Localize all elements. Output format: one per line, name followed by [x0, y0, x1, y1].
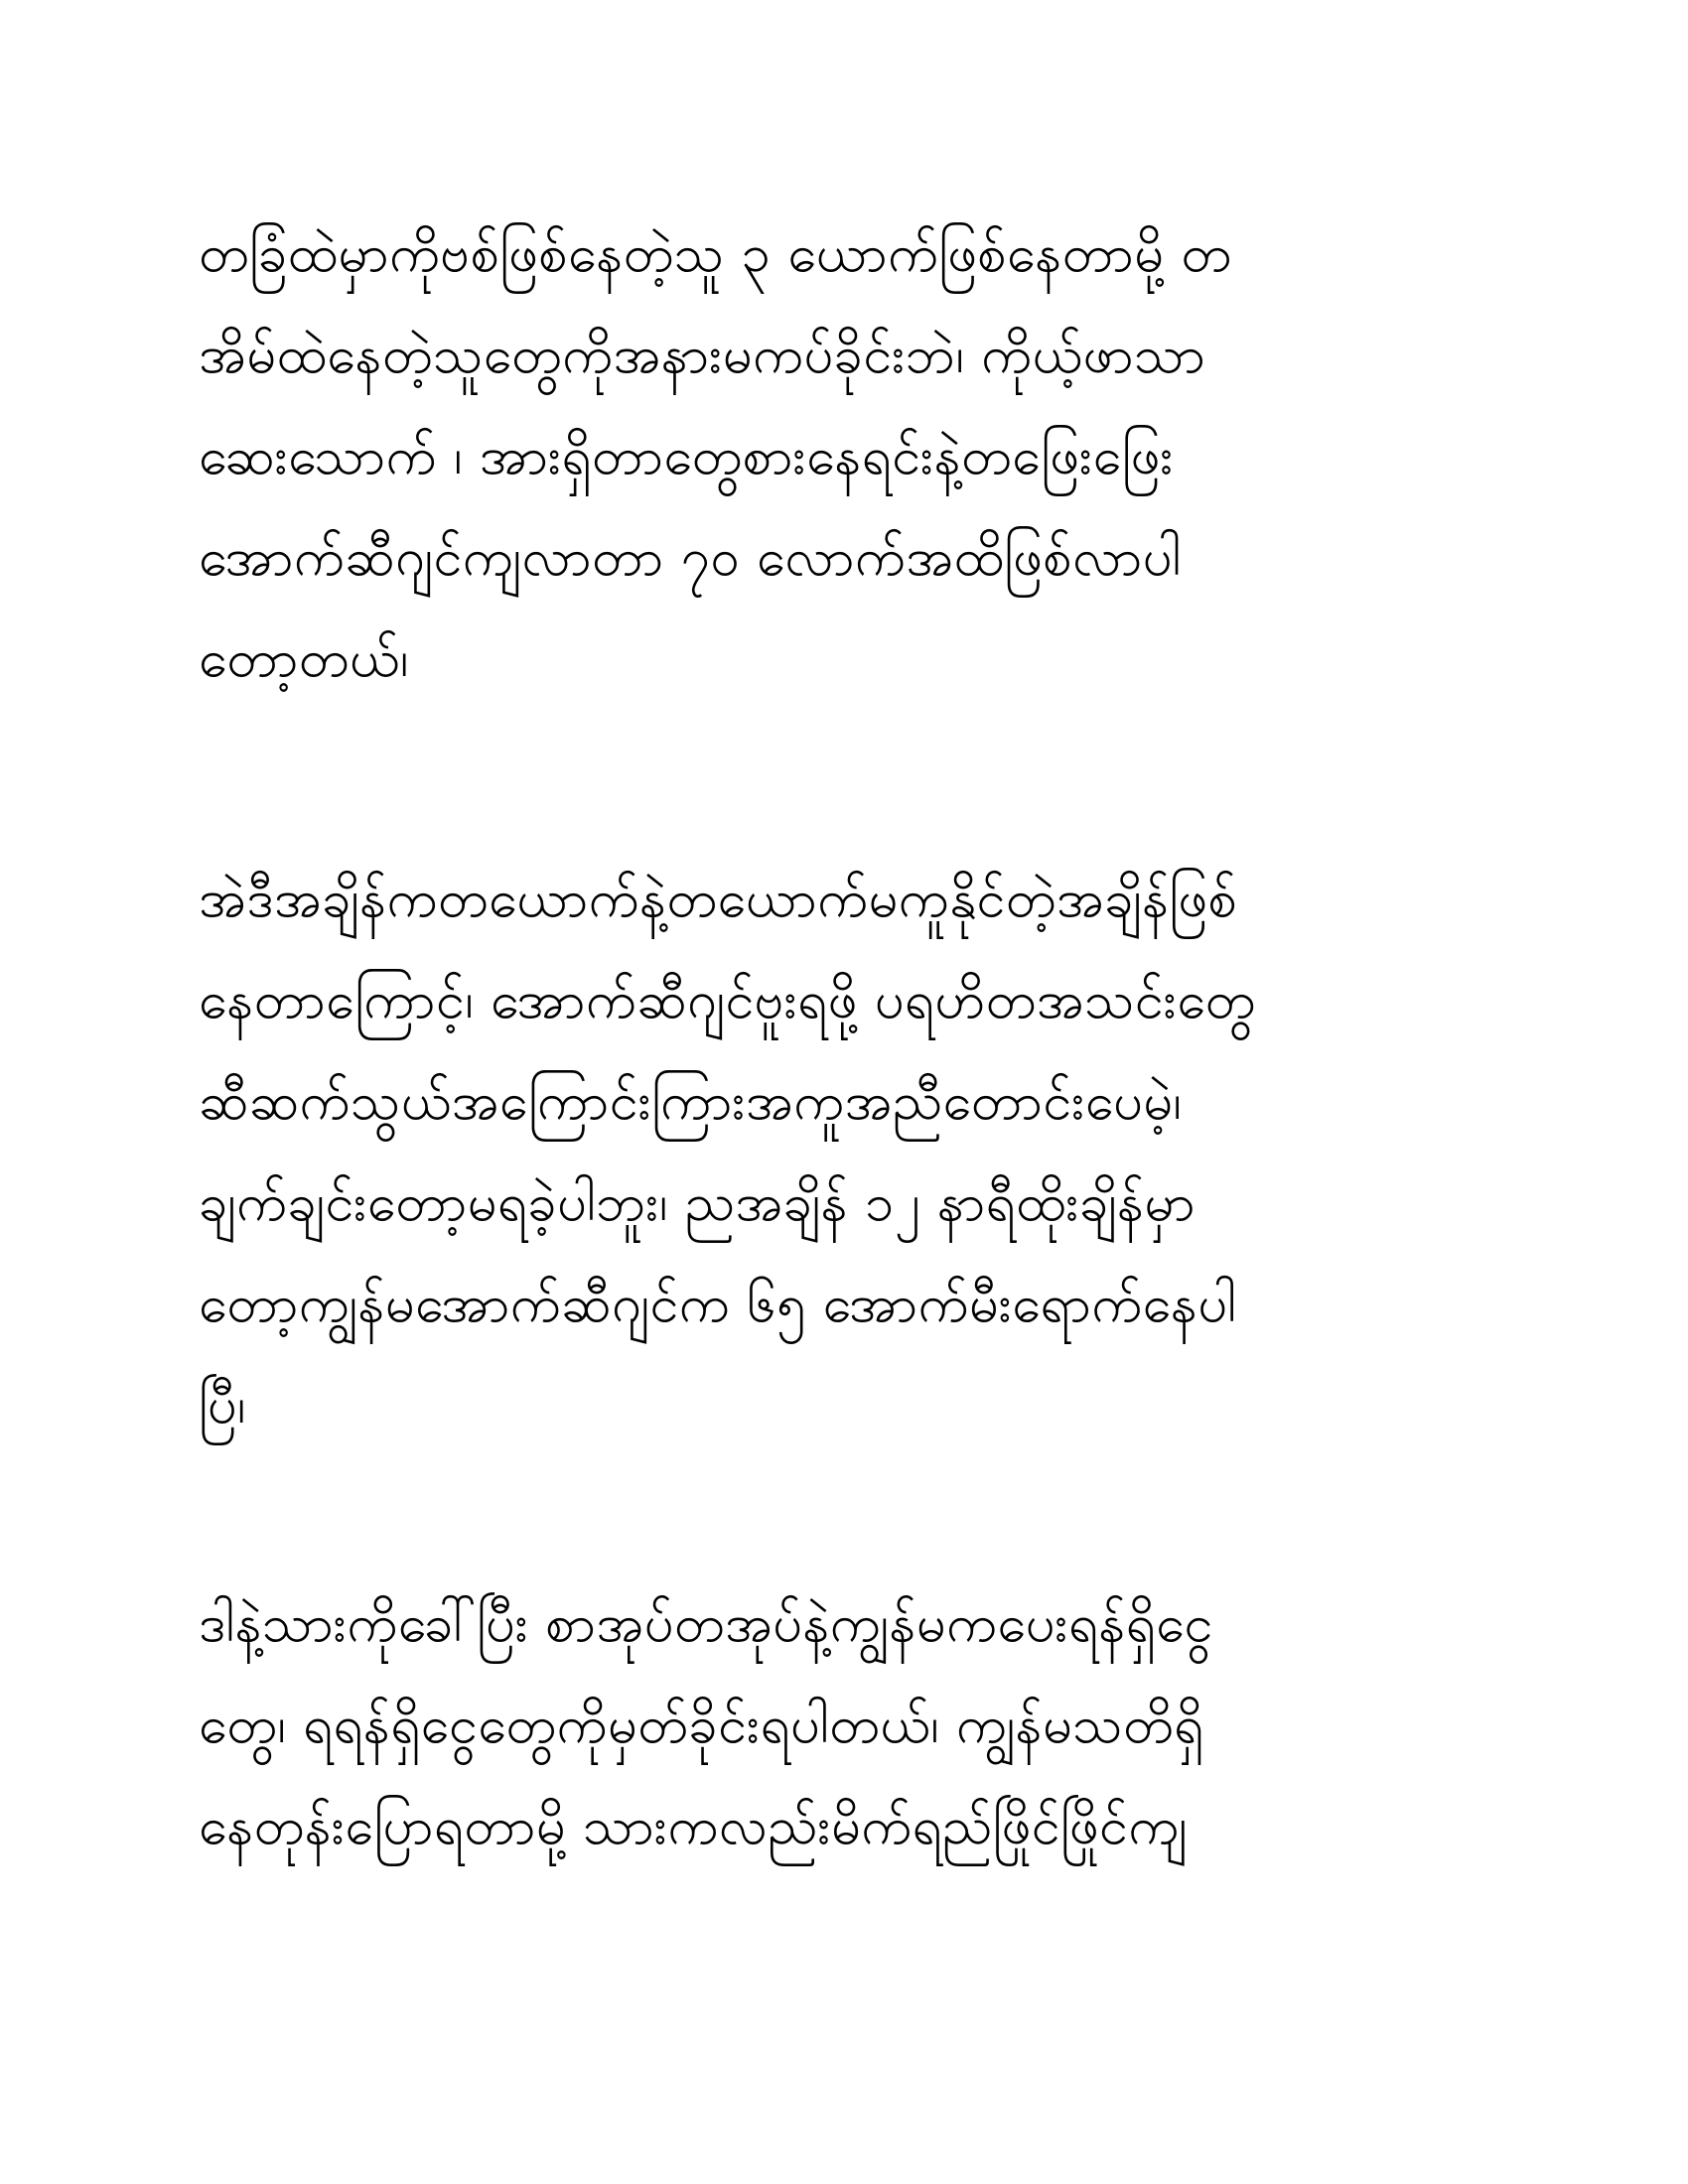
text-line: တွေ၊ ရရန်ရှိငွေတွေကိုမှတ်ခိုင်းရပါတယ်၊ ကျွန်မသတိရှိ [199, 1696, 1204, 1755]
paragraph-3 [199, 1573, 1489, 1877]
text-line: တော့ကျွန်မအောက်ဆီဂျင်က ၆၅ အောက်မီးရောက်နေပါ [199, 1275, 1237, 1334]
text-line: အဲဒီအချိန်ကတယောက်နဲ့တယောက်မကူနိုင်တဲ့အချိန်ဖြစ် [199, 870, 1238, 929]
paragraph-1 [199, 204, 1489, 710]
text-line: အောက်ဆီဂျင်ကျလာတာ ၇၀ လောက်အထိဖြစ်လာပါ [199, 528, 1182, 588]
text-line: တော့တယ်၊ [199, 629, 409, 689]
text-line: ဆီဆက်သွယ်အကြောင်းကြားအကူအညီတောင်းပေမဲ့၊ [199, 1072, 1183, 1132]
text-line: ဆေးသောက် ၊ အားရှိတာတွေစားနေရင်းနဲ့တဖြေးဖြေး [199, 427, 1174, 486]
text-line: ချက်ချင်းတော့မရခဲ့ပါဘူး၊ ညအချိန် ၁၂ နာရီထိုးချိန်မှာ [199, 1173, 1196, 1233]
text-line: နေတုန်းပြောရတာမို့ သားကလည်းမိက်ရည်ဖြိုင်ဖြိုင်ကျ [199, 1797, 1188, 1856]
text-line: အိမ်ထဲနေတဲ့သူတွေကိုအနားမကပ်ခိုင်းဘဲ၊ ကိုယ့်ဖာသာ [199, 326, 1206, 385]
paragraph-2 [199, 849, 1489, 1456]
text-line: ဒါနဲ့သားကိုခေါ်ပြီး စာအုပ်တအုပ်နဲ့ကျွန်မကပေးရန်ရှိငွေ [199, 1594, 1213, 1654]
text-line: နေတာကြောင့်၊ အောက်ဆီဂျင်ဗူးရဖို့ ပရဟိတအသင်းတွေ [199, 971, 1256, 1030]
text-line: တခြံထဲမှာကိုဗစ်ဖြစ်နေတဲ့သူ ၃ ယောက်ဖြစ်နေတာမို့ တ [199, 224, 1232, 284]
text-line: ပြီ၊ [199, 1376, 246, 1435]
